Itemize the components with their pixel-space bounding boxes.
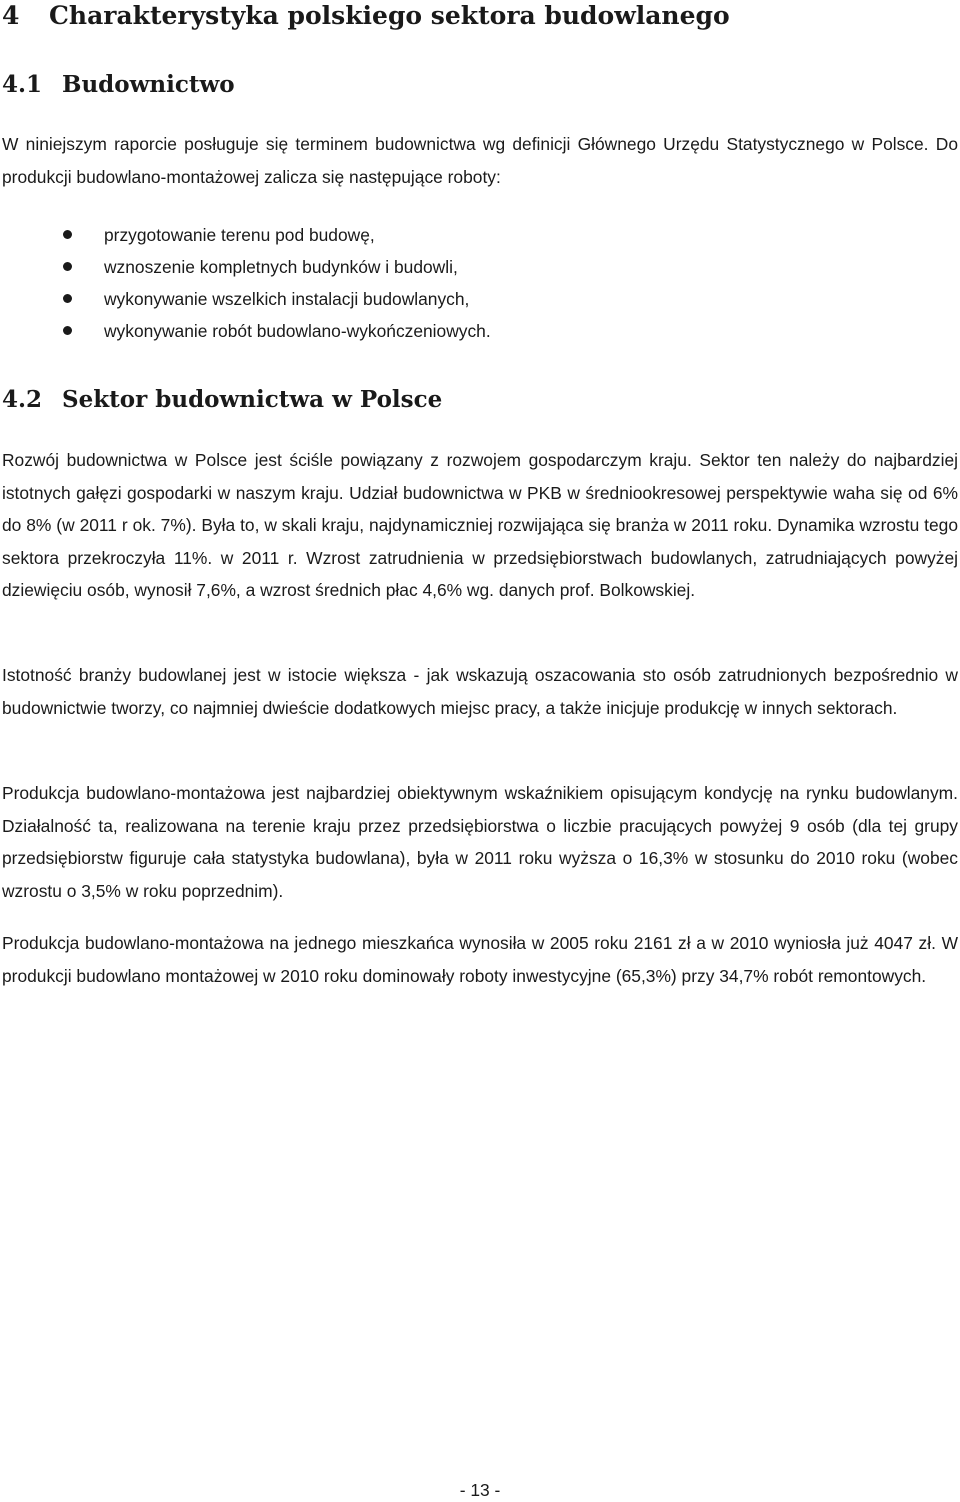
section-title: Budownictwo bbox=[62, 71, 235, 98]
page-number: - 13 - bbox=[459, 1480, 501, 1500]
section-heading-4-1 bbox=[2, 70, 235, 100]
works-list bbox=[0, 219, 491, 347]
bullet-icon bbox=[63, 294, 72, 303]
list-item-text: przygotowanie terenu pod budowę, bbox=[104, 225, 375, 245]
chapter-title: Charakterystyka polskiego sektora budowlanego bbox=[49, 1, 730, 30]
section-heading-4-2 bbox=[2, 385, 442, 415]
list-item-text: wznoszenie kompletnych budynków i budowli, bbox=[104, 257, 458, 277]
section-number: 4.2 bbox=[2, 386, 43, 413]
body-paragraph: Produkcja budowlano-montażowa jest najbardziej obiektywnym wskaźnikiem opisującym kondycję na rynku budowlanym. Działalność ta, realizowana na terenie kraju przez przedsiębiorstwa o liczbie pracujących powyżej 9 osób (dla tej grupy przedsiębiorstw figuruje cała statystyka budowlana), była w 2011 roku wyższa o 16,3% w stosunku do 2010 roku (wobec wzrostu o 3,5% w roku poprzednim). bbox=[2, 783, 958, 901]
chapter-number: 4 bbox=[2, 1, 20, 30]
body-paragraph: Rozwój budownictwa w Polsce jest ściśle powiązany z rozwojem gospodarczym kraju. Sektor ten należy do najbardziej istotnych gałęzi gospodarki w naszym kraju. Udział budownictwa w PKB w średniookresowej perspektywie waha się od 6% do 8% (w 2011 r ok. 7%). Była to, w skali kraju, najdynamiczniej rozwijająca się branża w 2011 roku. Dynamika wzrostu tego sektora przekroczyła 11%. w 2011 r. Wzrost zatrudnienia w przedsiębiorstwach budowlanych, zatrudniających powyżej dziewięciu osób, wynosił 7,6%, a wzrost średnich płac 4,6% wg. danych prof. Bolkowskiej. bbox=[2, 450, 958, 600]
bullet-icon bbox=[63, 326, 72, 335]
chapter-heading bbox=[2, 0, 730, 32]
intro-paragraph: W niniejszym raporcie posługuje się terminem budownictwa wg definicji Głównego Urzędu Statystycznego w Polsce. Do produkcji budowlano-montażowej zalicza się następujące roboty: bbox=[2, 134, 958, 187]
section-number: 4.1 bbox=[2, 71, 43, 98]
bullet-icon bbox=[63, 230, 72, 239]
body-paragraph: Produkcja budowlano-montażowa na jednego mieszkańca wynosiła w 2005 roku 2161 zł a w 2010 wyniosła już 4047 zł. W produkcji budowlano montażowej w 2010 roku dominowały roboty inwestycyjne (65,3%) przy 34,7% robót remontowych. bbox=[2, 933, 958, 986]
list-item bbox=[0, 251, 491, 283]
list-item-text: wykonywanie wszelkich instalacji budowlanych, bbox=[104, 289, 470, 309]
body-paragraph: Istotność branży budowlanej jest w istocie większa - jak wskazują oszacowania sto osób zatrudnionych bezpośrednio w budownictwie tworzy, co najmniej dwieście dodatkowych miejsc pracy, a także inicjuje produkcję w innych sektorach. bbox=[2, 665, 958, 718]
bullet-icon bbox=[63, 262, 72, 271]
list-item-text: wykonywanie robót budowlano-wykończeniowych. bbox=[104, 321, 491, 341]
list-item bbox=[0, 315, 491, 347]
list-item bbox=[0, 283, 491, 315]
list-item bbox=[0, 219, 491, 251]
section-title: Sektor budownictwa w Polsce bbox=[62, 386, 443, 413]
